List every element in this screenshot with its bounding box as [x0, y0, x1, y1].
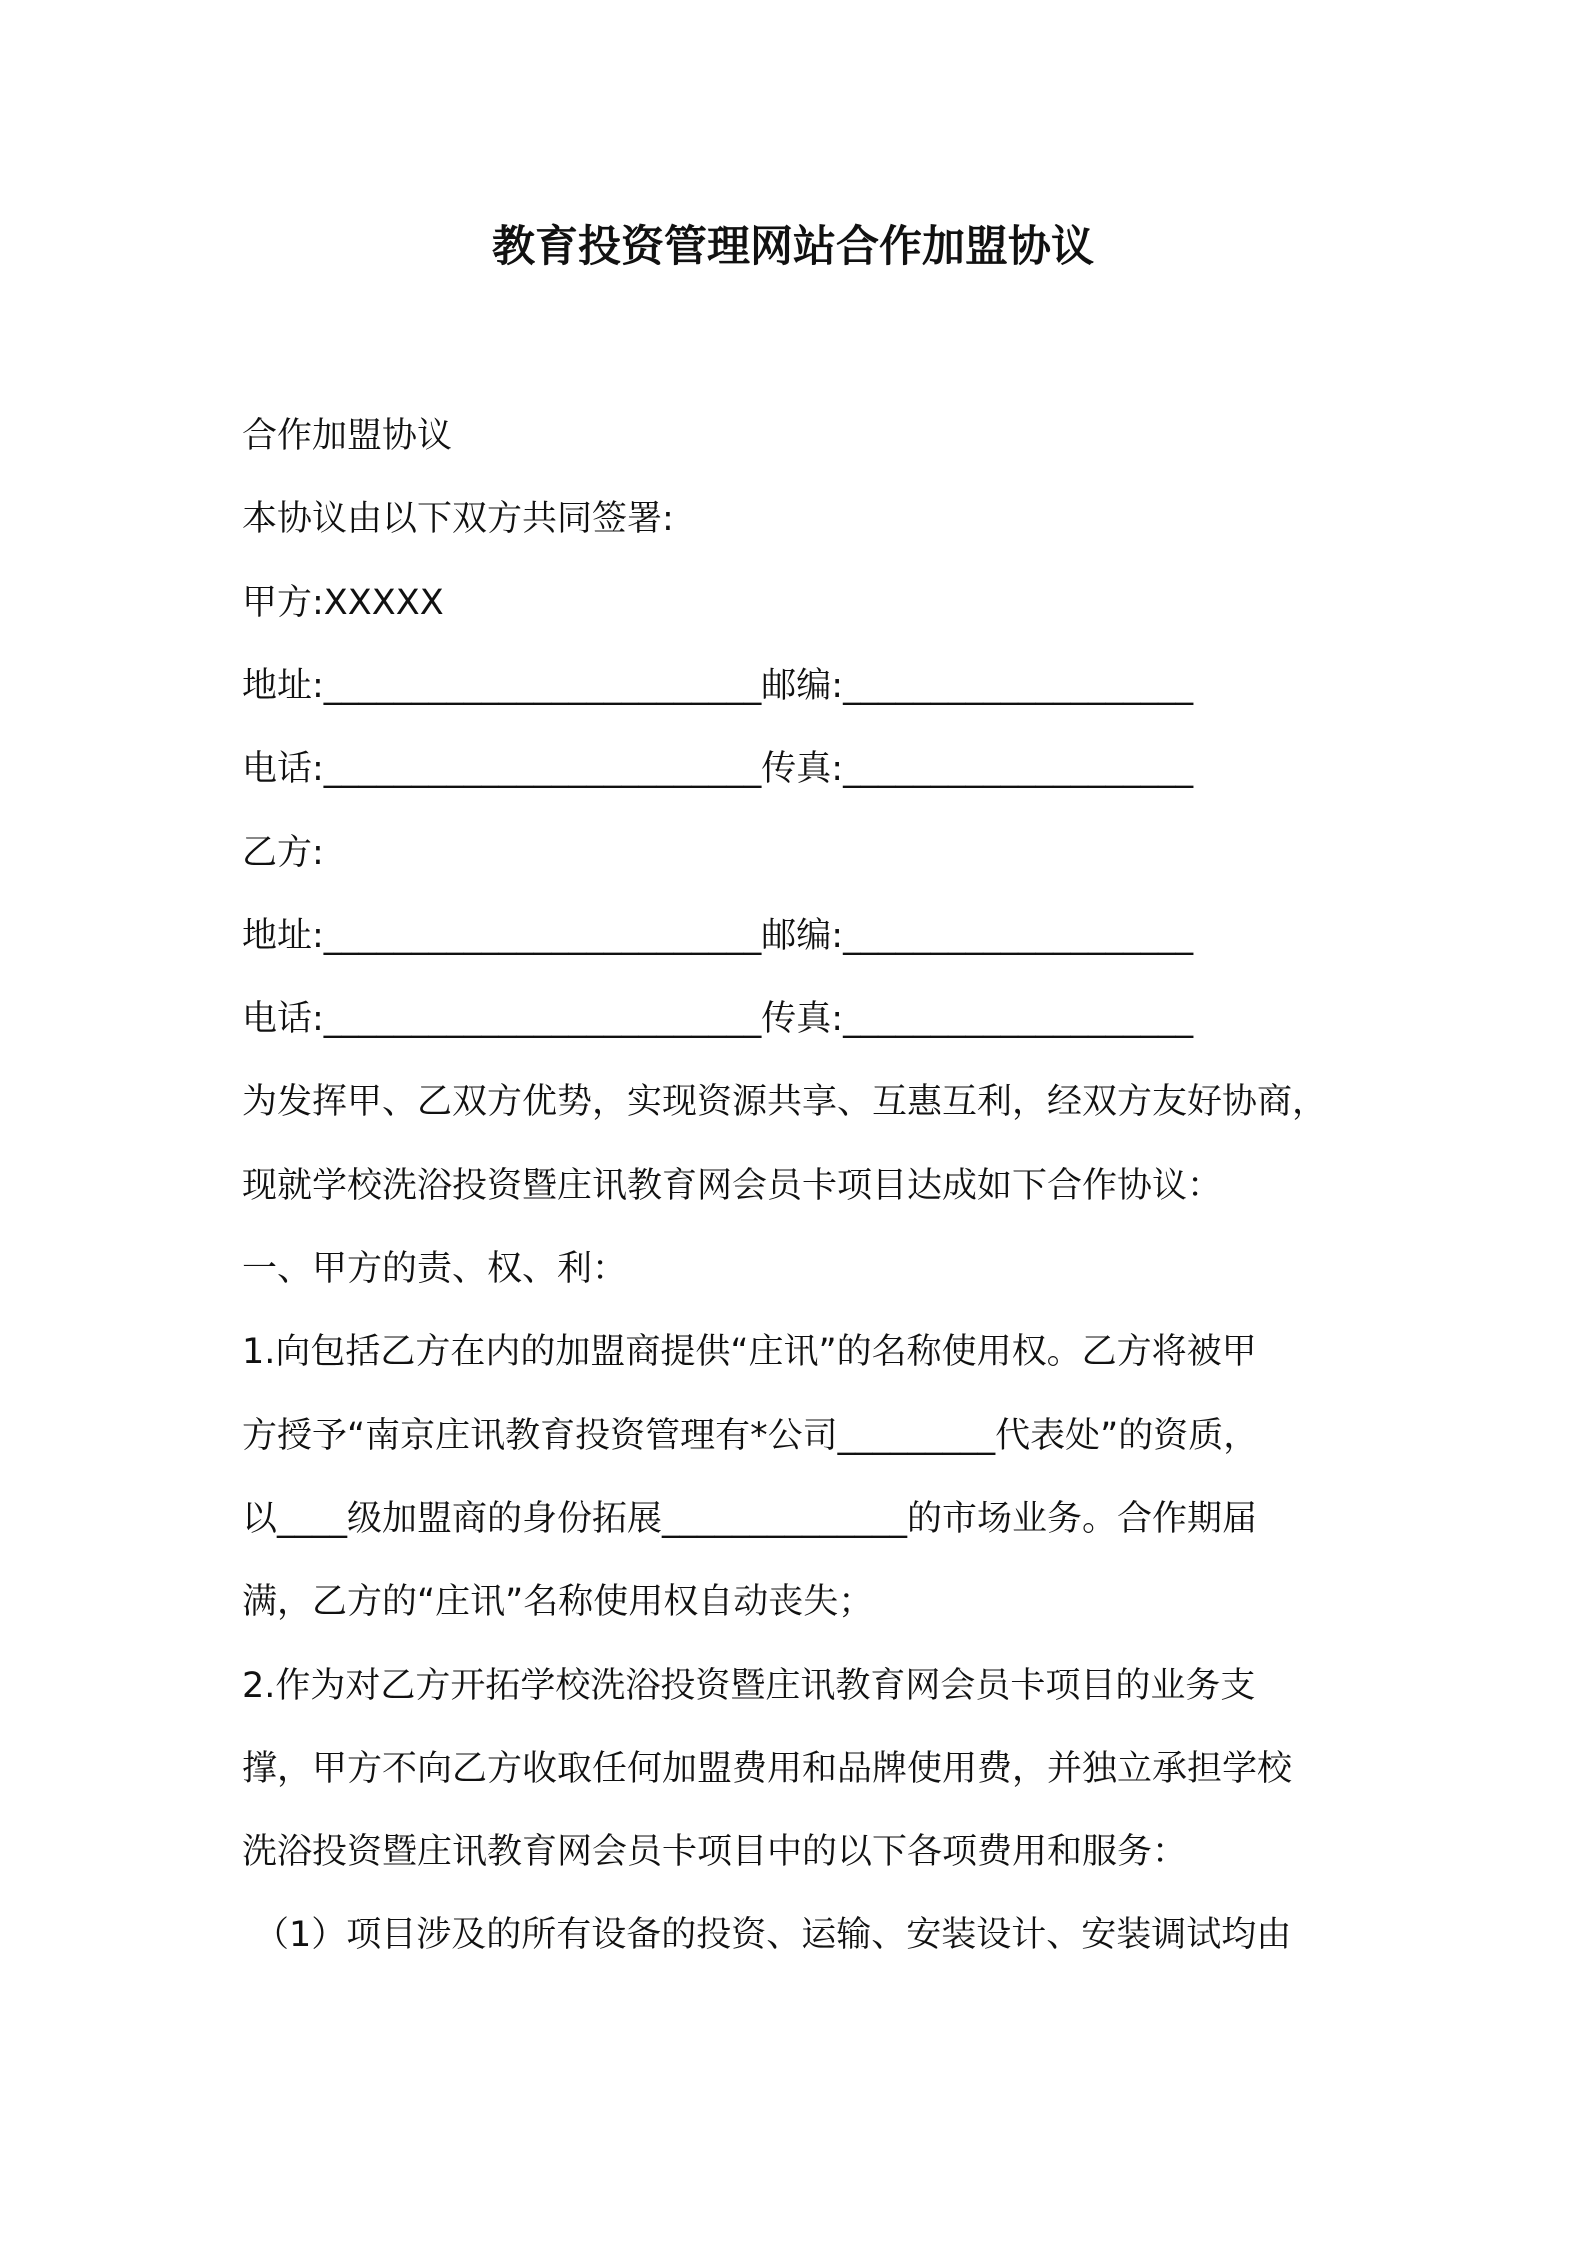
heading-agreement: 合作加盟协议	[242, 416, 453, 456]
section-heading-party-a: 一、甲方的责、权、利：	[242, 1249, 628, 1289]
clause-1-line-4: 满，乙方的“庄讯”名称使用权自动丧失；	[242, 1582, 874, 1622]
paragraph-purpose-line-1: 为发挥甲、乙双方优势，实现资源共享、互惠互利，经双方友好协商，	[242, 1082, 1328, 1122]
paragraph-purpose-line-2: 现就学校洗浴投资暨庄讯教育网会员卡项目达成如下合作协议：	[242, 1166, 1223, 1206]
party-a-phone-fax: 电话:_________________________传真:____________________	[242, 749, 1194, 789]
clause-2-item-1: （1）项目涉及的所有设备的投资、运输、安装设计、安装调试均由	[254, 1915, 1292, 1955]
party-b-phone-fax: 电话:_________________________传真:____________________	[242, 999, 1194, 1039]
clause-2-line-3: 洗浴投资暨庄讯教育网会员卡项目中的以下各项费用和服务：	[242, 1832, 1188, 1872]
signing-intro: 本协议由以下双方共同签署:	[242, 499, 674, 539]
document-title: 教育投资管理网站合作加盟协议	[492, 222, 1094, 272]
clause-1-line-1: 1.向包括乙方在内的加盟商提供“庄讯”的名称使用权。乙方将被甲	[242, 1332, 1257, 1372]
party-b-name: 乙方:	[242, 833, 324, 873]
party-a-name: 甲方:XXXXX	[242, 583, 444, 623]
party-b-address-postcode: 地址:_________________________邮编:____________________	[242, 916, 1194, 956]
party-a-address-postcode: 地址:_________________________邮编:____________________	[242, 666, 1194, 706]
clause-2-line-2: 撑，甲方不向乙方收取任何加盟费用和品牌使用费，并独立承担学校	[242, 1749, 1293, 1789]
clause-2-line-1: 2.作为对乙方开拓学校洗浴投资暨庄讯教育网会员卡项目的业务支	[242, 1666, 1256, 1706]
clause-1-line-2: 方授予“南京庄讯教育投资管理有*公司_________代表处”的资质，	[242, 1416, 1259, 1456]
clause-1-line-3: 以____级加盟商的身份拓展______________的市场业务。合作期届	[242, 1499, 1258, 1539]
